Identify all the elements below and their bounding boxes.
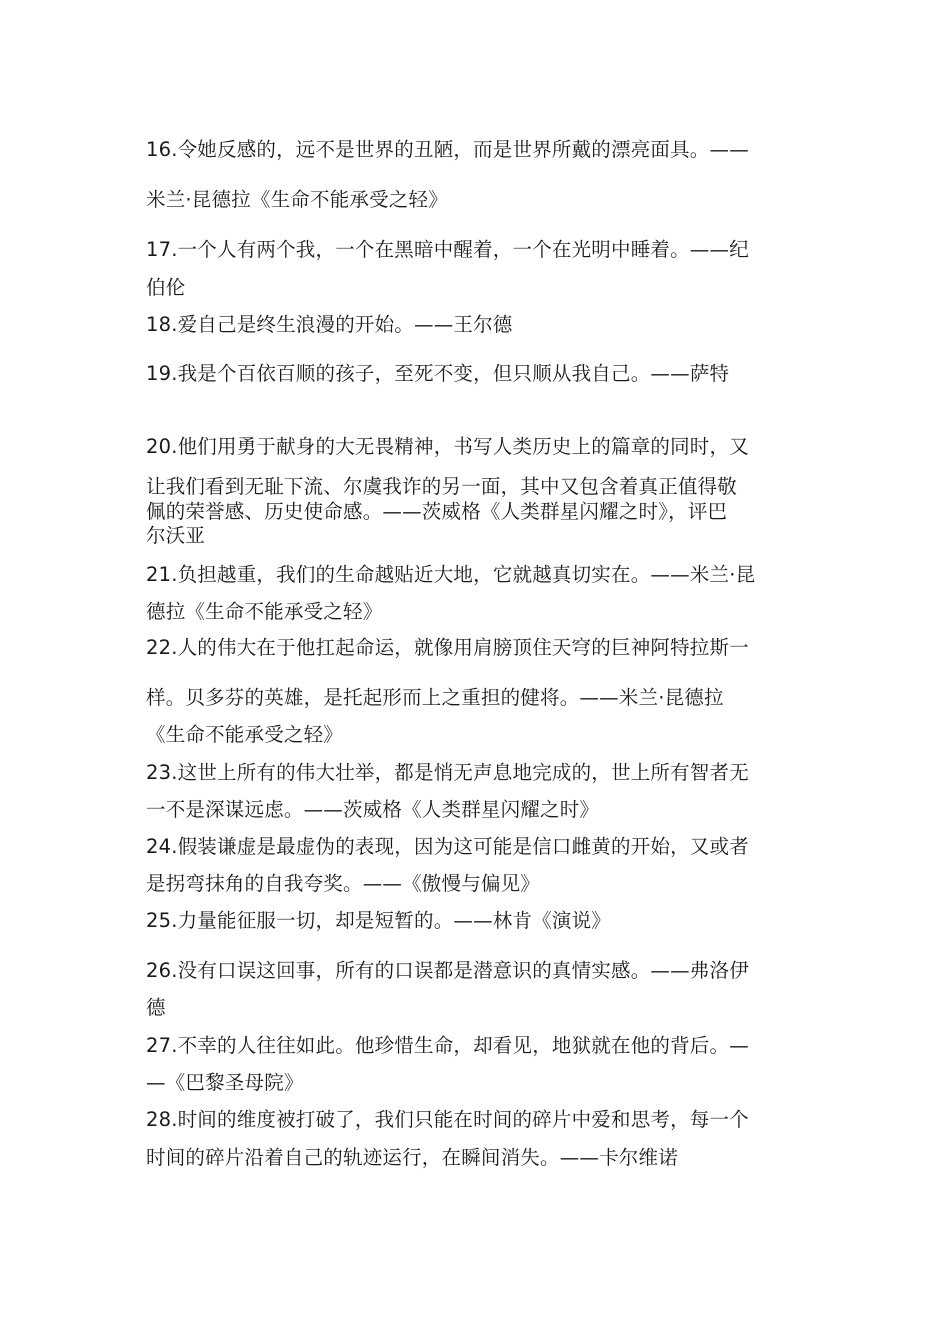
quote-20-line-1: 20.他们用勇于献身的大无畏精神，书写人类历史上的篇章的同时，又: [146, 435, 749, 458]
quote-26-line-2: 德: [146, 996, 166, 1019]
quote-21-line-1: 21.负担越重，我们的生命越贴近大地，它就越真切实在。——米兰·昆: [146, 563, 756, 586]
quote-20-line-3: 佩的荣誉感、历史使命感。——茨威格《人类群星闪耀之时》，评巴: [146, 500, 728, 523]
quote-19-line-1: 19.我是个百依百顺的孩子，至死不变，但只顺从我自己。——萨特: [146, 362, 730, 385]
quote-17-line-1: 17.一个人有两个我，一个在黑暗中醒着，一个在光明中睡着。——纪: [146, 238, 749, 261]
quote-28-line-2: 时间的碎片沿着自己的轨迹运行，在瞬间消失。——卡尔维诺: [146, 1146, 678, 1169]
quote-21-line-2: 德拉《生命不能承受之轻》: [146, 600, 383, 623]
quote-22-line-3: 《生命不能承受之轻》: [146, 723, 344, 746]
quote-23-line-1: 23.这世上所有的伟大壮举，都是悄无声息地完成的，世上所有智者无: [146, 761, 749, 784]
quote-28-line-1: 28.时间的维度被打破了，我们只能在时间的碎片中爱和思考，每一个: [146, 1108, 749, 1131]
quote-20-line-4: 尔沃亚: [146, 524, 206, 547]
quote-23-line-2: 一不是深谋远虑。——茨威格《人类群星闪耀之时》: [146, 798, 600, 821]
quote-24-line-2: 是拐弯抹角的自我夸奖。——《傲慢与偏见》: [146, 872, 541, 895]
quote-18-line-1: 18.爱自己是终生浪漫的开始。——王尔德: [146, 313, 513, 336]
quote-17-line-2: 伯伦: [146, 276, 186, 299]
quote-16-line-1: 16.令她反感的，远不是世界的丑陋，而是世界所戴的漂亮面具。——: [146, 138, 749, 161]
quote-27-line-2: —《巴黎圣母院》: [146, 1071, 304, 1094]
quote-16-line-2: 米兰·昆德拉《生命不能承受之轻》: [146, 188, 448, 211]
quote-26-line-1: 26.没有口误这回事，所有的口误都是潜意识的真情实感。——弗洛伊: [146, 959, 749, 982]
quote-24-line-1: 24.假装谦虚是最虚伪的表现，因为这可能是信口雌黄的开始，又或者: [146, 835, 749, 858]
quote-27-line-1: 27.不幸的人往往如此。他珍惜生命，却看见，地狱就在他的背后。—: [146, 1034, 749, 1057]
quote-20-line-2: 让我们看到无耻下流、尔虞我诈的另一面，其中又包含着真正值得敬: [146, 475, 738, 498]
quote-25-line-1: 25.力量能征服一切，却是短暂的。——林肯《演说》: [146, 909, 612, 932]
quote-22-line-2: 样。贝多芬的英雄，是托起形而上之重担的健将。——米兰·昆德拉: [146, 686, 724, 709]
quote-22-line-1: 22.人的伟大在于他扛起命运，就像用肩膀顶住天穹的巨神阿特拉斯一: [146, 636, 749, 659]
